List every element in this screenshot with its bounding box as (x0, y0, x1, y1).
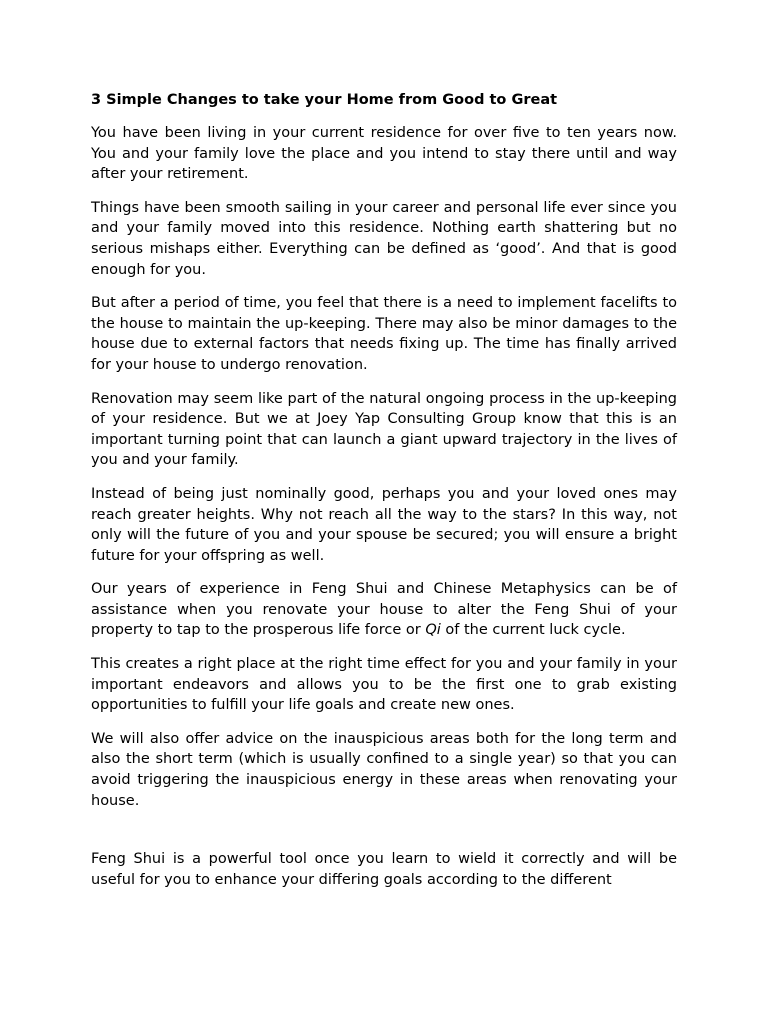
paragraph-facelifts: But after a period of time, you feel that there is a need to implement facelifts to the house to maintain the up-keeping. There may also be minor damages to the house due to external factors that needs fixing up. The time has finally arrived for your house to undergo renovation. (91, 295, 677, 373)
paragraph-greater-heights: Instead of being just nominally good, perhaps you and your loved ones may reach greater heights. Why not reach all the way to the stars? In this way, not only will the future of you and your spouse be secured; you will ensure a bright future for your offspring as well. (91, 485, 677, 564)
paragraph-right-place: This creates a right place at the right time effect for you and your family in your important endeavors and allows you to be the first one to grab existing opportunities to fulfill your life goals and create new ones. (91, 656, 677, 714)
paragraph-residence: You have been living in your current residence for over five to ten years now. You and your family love the place and you intend to stay there until and way after your retirement. (91, 125, 677, 183)
paragraph-feng-shui-experience (91, 579, 677, 641)
qi-term: Qi (425, 622, 441, 639)
document-page (91, 90, 677, 903)
paragraph-text-after: of the current luck cycle. (440, 622, 626, 639)
paragraph-renovation: Renovation may seem like part of the natural ongoing process in the up-keeping of your residence. But we at Joey Yap Consulting Group know that this is an important turning point that can launch a giant upward trajectory in the lives of you and your family. (91, 390, 677, 469)
paragraph-inauspicious-areas: We will also offer advice on the inauspicious areas both for the long term and also the short term (which is usually confined to a single year) so that you can avoid triggering the inauspicious energy in these areas when renovating your house. (91, 730, 677, 809)
paragraph-powerful-tool: Feng Shui is a powerful tool once you learn to wield it correctly and will be useful for you to enhance your differing goals according to the different (91, 851, 677, 888)
paragraph-smooth-sailing: Things have been smooth sailing in your career and personal life ever since you and your family moved into this residence. Nothing earth shattering but no serious mishaps either. Everything can be defined as ‘good’. And that is good enough for you. (91, 199, 677, 278)
document-title: 3 Simple Changes to take your Home from Good to Great (91, 92, 558, 108)
paragraph-text-before: Our years of experience in Feng Shui and Chinese Metaphysics can be of assistance when you renovate your house to alter the Feng Shui of your property to tap to the prosperous life force or (91, 581, 677, 639)
